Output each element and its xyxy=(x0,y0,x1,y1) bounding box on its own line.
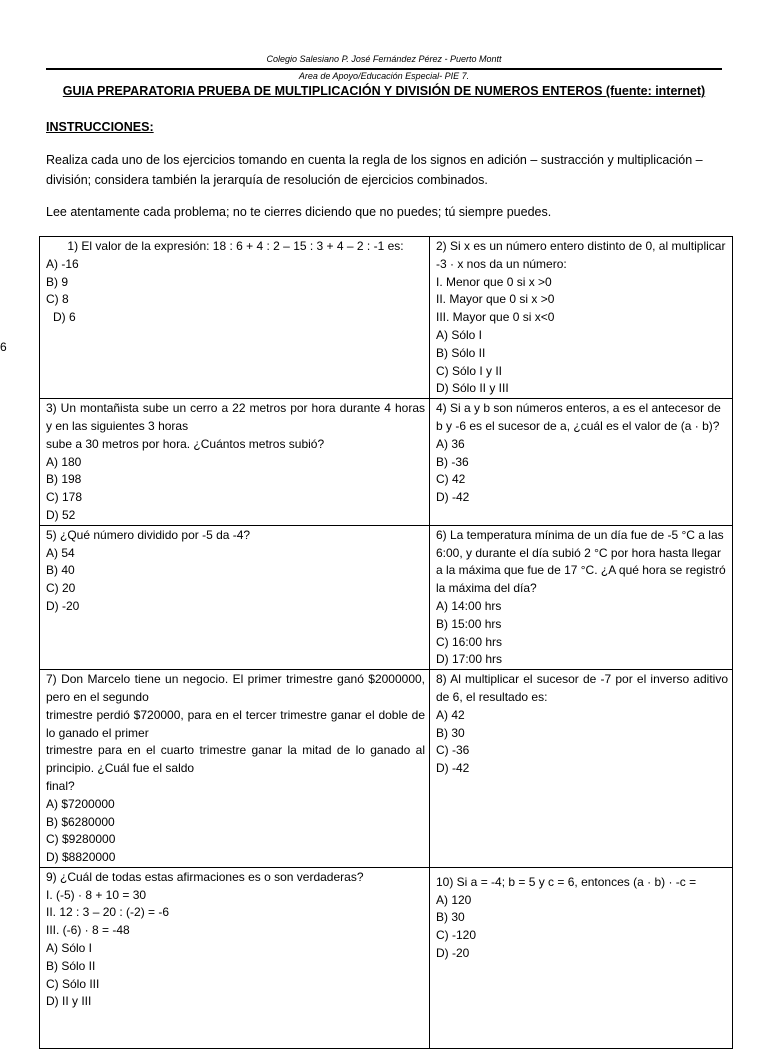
table-row xyxy=(40,237,733,399)
question-10-option-a: A) 120 xyxy=(436,892,472,907)
question-8-option-b: B) 30 xyxy=(436,725,465,740)
question-6-text: 6) La temperatura mínima de un día fue de -5 °C a las 6:00, y durante el día subió 2 °C por hora hasta llegar a la máxima que fue de 17 °C. ¿A qué hora se registró la máxima del día? xyxy=(436,527,726,596)
question-10 xyxy=(430,867,733,1048)
question-7-option-c: C) $9280000 xyxy=(46,832,116,847)
question-1 xyxy=(40,237,430,399)
exercise-table xyxy=(39,236,733,1049)
question-4-option-a: A) 36 xyxy=(436,436,465,451)
question-5-option-d: D) -20 xyxy=(46,598,80,613)
question-4-option-b: B) -36 xyxy=(436,454,469,469)
question-2-statement-1: I. Menor que 0 si x >0 xyxy=(436,274,552,289)
question-6 xyxy=(430,525,733,669)
question-4-text: 4) Si a y b son números enteros, a es el antecesor de b y -6 es el sucesor de a, ¿cuál es el valor de (a · b)? xyxy=(436,401,721,433)
question-9-option-a: A) Sólo I xyxy=(46,941,93,956)
question-7 xyxy=(40,670,430,868)
question-7-option-b: B) $6280000 xyxy=(46,814,115,829)
question-3-option-c: C) 178 xyxy=(46,490,83,505)
question-8-option-c: C) -36 xyxy=(436,743,470,758)
question-8-option-a: A) 42 xyxy=(436,707,465,722)
instructions-heading: INSTRUCCIONES: xyxy=(46,120,154,134)
question-9-text: 9) ¿Cuál de todas estas afirmaciones es o son verdaderas? xyxy=(46,869,364,884)
question-3-option-b: B) 198 xyxy=(46,472,82,487)
question-1-option-a: A) -16 xyxy=(46,256,79,271)
question-5-option-a: A) 54 xyxy=(46,545,75,560)
instructions-paragraph-1: Realiza cada uno de los ejercicios tomando en cuenta la regla de los signos en adición – sustracción y multiplicación – división; considera también la jerarquía de resolución de ejercicios combinados. xyxy=(46,153,703,187)
question-7-text-cont-3: final? xyxy=(46,778,75,793)
question-2-statement-3: III. Mayor que 0 si x<0 xyxy=(436,310,555,325)
instructions-paragraph-2: Lee atentamente cada problema; no te cierres diciendo que no puedes; tú siempre puedes. xyxy=(46,205,552,219)
question-9-statement-3: III. (-6) · 8 = -48 xyxy=(46,923,130,938)
question-9-statement-1: I. (-5) · 8 + 10 = 30 xyxy=(46,887,147,902)
question-5-option-b: B) 40 xyxy=(46,563,75,578)
question-6-option-b: B) 15:00 hrs xyxy=(436,616,502,631)
question-1-option-c: C) 8 xyxy=(46,292,69,307)
department-name: Area de Apoyo/Educación Especial- PIE 7. xyxy=(298,71,470,81)
question-1-text: 1) El valor de la expresión: 18 : 6 + 4 : 2 – 15 : 3 + 4 – 2 : -1 es: xyxy=(67,239,404,253)
question-1-option-b: B) 9 xyxy=(46,274,69,289)
question-2-option-a: A) Sólo I xyxy=(436,327,483,342)
question-4-option-c: C) 42 xyxy=(436,472,466,487)
question-4 xyxy=(430,399,733,526)
question-8-text: 8) Al multiplicar el sucesor de -7 por el inverso aditivo de 6, el resultado es: xyxy=(436,672,728,704)
question-6-option-a: A) 14:00 hrs xyxy=(436,598,502,613)
question-9-option-d: D) II y III xyxy=(46,994,92,1009)
question-9-statement-2: II. 12 : 3 – 20 : (-2) = -6 xyxy=(46,905,170,920)
question-6-option-c: C) 16:00 hrs xyxy=(436,634,503,649)
question-3-text-cont: sube a 30 metros por hora. ¿Cuántos metros subió? xyxy=(46,436,325,451)
question-7-text-cont-2: trimestre para en el cuarto trimestre ganar la mitad de lo ganado al principio. ¿Cuál fue el saldo xyxy=(46,743,425,776)
question-1-option-d: D) 6 xyxy=(53,310,76,325)
question-10-option-c: C) -120 xyxy=(436,928,477,943)
header-rule xyxy=(46,68,722,70)
question-2 xyxy=(430,237,733,399)
question-3-option-a: A) 180 xyxy=(46,454,82,469)
question-7-text: 7) Don Marcelo tiene un negocio. El primer trimestre ganó $2000000, pero en el segundo xyxy=(46,672,425,704)
question-5-text: 5) ¿Qué número dividido por -5 da -4? xyxy=(46,527,251,542)
question-5-option-c: C) 20 xyxy=(46,581,76,596)
question-4-option-d: D) -42 xyxy=(436,490,470,505)
table-row xyxy=(40,670,733,868)
question-2-statement-2: II. Mayor que 0 si x >0 xyxy=(436,292,555,307)
table-row xyxy=(40,399,733,526)
question-3-option-d: D) 52 xyxy=(46,507,76,522)
question-7-option-d: D) $8820000 xyxy=(46,850,116,865)
question-8-option-d: D) -42 xyxy=(436,761,470,776)
margin-mark: 6 xyxy=(0,340,7,354)
table-row xyxy=(40,525,733,669)
question-7-text-cont-1: trimestre perdió $720000, para en el tercer trimestre ganar el doble de lo ganado el primer xyxy=(46,707,425,740)
question-2-option-b: B) Sólo II xyxy=(436,345,486,360)
question-2-option-d: D) Sólo II y III xyxy=(436,381,509,396)
document-title: GUIA PREPARATORIA PRUEBA DE MULTIPLICACIÓN Y DIVISIÓN DE NUMEROS ENTEROS (fuente: internet) xyxy=(62,84,706,98)
school-name: Colegio Salesiano P. José Fernández Pérez - Puerto Montt xyxy=(266,54,502,64)
question-5 xyxy=(40,525,430,669)
question-9-option-b: B) Sólo II xyxy=(46,958,96,973)
question-7-option-a: A) $7200000 xyxy=(46,796,115,811)
question-6-option-d: D) 17:00 hrs xyxy=(436,652,503,667)
question-10-option-b: B) 30 xyxy=(436,910,465,925)
question-10-text: 10) Si a = -4; b = 5 y c = 6, entonces (a · b) · -c = xyxy=(436,874,697,889)
question-3 xyxy=(40,399,430,526)
question-8 xyxy=(430,670,733,868)
question-3-text: 3) Un montañista sube un cerro a 22 metros por hora durante 4 horas y en las siguientes 3 horas xyxy=(46,401,425,433)
question-10-option-d: D) -20 xyxy=(436,946,470,961)
question-2-text: 2) Si x es un número entero distinto de 0, al multiplicar -3 · x nos da un número: xyxy=(436,239,726,271)
table-row xyxy=(40,867,733,1048)
question-9-option-c: C) Sólo III xyxy=(46,976,100,991)
question-9 xyxy=(40,867,430,1048)
question-2-option-c: C) Sólo I y II xyxy=(436,363,503,378)
